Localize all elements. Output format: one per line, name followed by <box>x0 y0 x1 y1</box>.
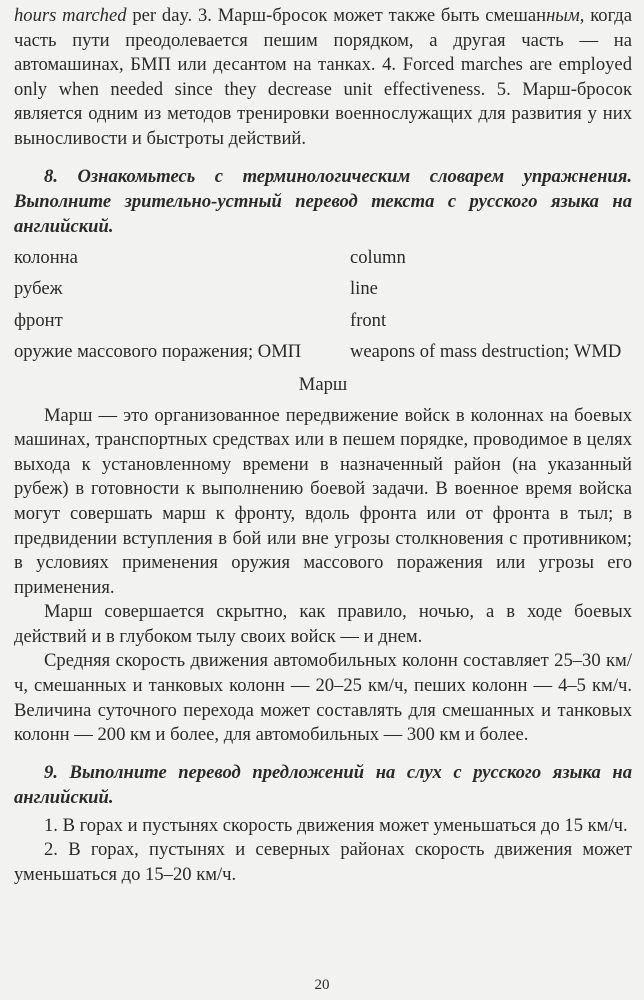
text-title: Марш <box>298 373 348 395</box>
glossary-term-en: line <box>350 278 378 300</box>
exercise-9-heading: 9. Выполните перевод предложений на слух с русского языка на английский. <box>14 761 632 808</box>
body-paragraph: Средняя скорость движения автомобильных колонн составляет 25–30 км/ч, смешанных и танковых колонн — 20–25 км/ч, пеших колонн — 4–5 км/ч. Величина суточного перехода может составлять для смешанных и танковых колонн — 200 км и более, для автомобильных — 300 км и более. <box>14 650 632 746</box>
glossary-term-ru: колонна <box>14 246 78 268</box>
glossary-term-en: front <box>350 309 387 331</box>
glossary-row <box>14 306 632 338</box>
glossary-term-en: weapons of mass destruction; WMD <box>350 341 622 363</box>
sentence: 1. В горах и пустынях скорость движения может уменьшаться до 15 км/ч. <box>44 814 628 836</box>
glossary-row <box>14 274 632 306</box>
intro-italic-start: hours marched <box>14 5 127 26</box>
page-number: 20 <box>314 977 330 993</box>
glossary-term-ru: оружие массового поражения; ОМП <box>14 341 302 363</box>
exercise-8-heading: 8. Ознакомьтесь с терминологическим словарем упражнения. Выполните зрительно-устный перевод текста с русского языка на английский. <box>14 165 632 237</box>
glossary-row <box>14 337 632 369</box>
glossary-term-ru: фронт <box>14 309 63 331</box>
glossary-term-en: column <box>350 246 406 268</box>
body-paragraph: Марш совершается скрытно, как правило, ночью, а в ходе боевых действий и в глубоком тылу своих войск — и днем. <box>14 601 632 647</box>
intro-paragraph <box>14 4 632 152</box>
glossary-row <box>14 243 632 275</box>
glossary-term-ru: рубеж <box>14 278 63 300</box>
glossary <box>14 243 632 369</box>
intro-italic-mid: ным <box>546 5 580 26</box>
sentence: 2. В горах, пустынях и северных районах скорость движения может уменьшаться до 15–20 км/ч. <box>14 839 632 886</box>
body-paragraph: Марш — это организованное передвижение войск в колоннах на боевых машинах, транспортных средствах или в пешем порядке, проводимое в целях выхода к установленному времени в назначенный район (на указанный рубеж) в готовности к выполнению боевой задачи. В военное время войска могут совершать марш к фронту, вдоль фронта или от фронта в тыл; в предвидении вступления в бой или вне угрозы столкновения с противником; в условиях применения оружия массового поражения или угрозы его применения. <box>14 404 632 598</box>
intro-text-2: , когда часть пути преодолевается пешим порядком, а другая часть — на автомашинах, БМП или десантом на танках. 4. Forced marches are employed only when needed since they decrease unit effectiveness. 5. Марш-бросок является одним из методов тренировки военнослужащих для развития у них выносливости и быстроты действий. <box>14 5 632 149</box>
intro-text-1: per day. 3. Марш-бросок может также быть смешан <box>126 5 547 26</box>
